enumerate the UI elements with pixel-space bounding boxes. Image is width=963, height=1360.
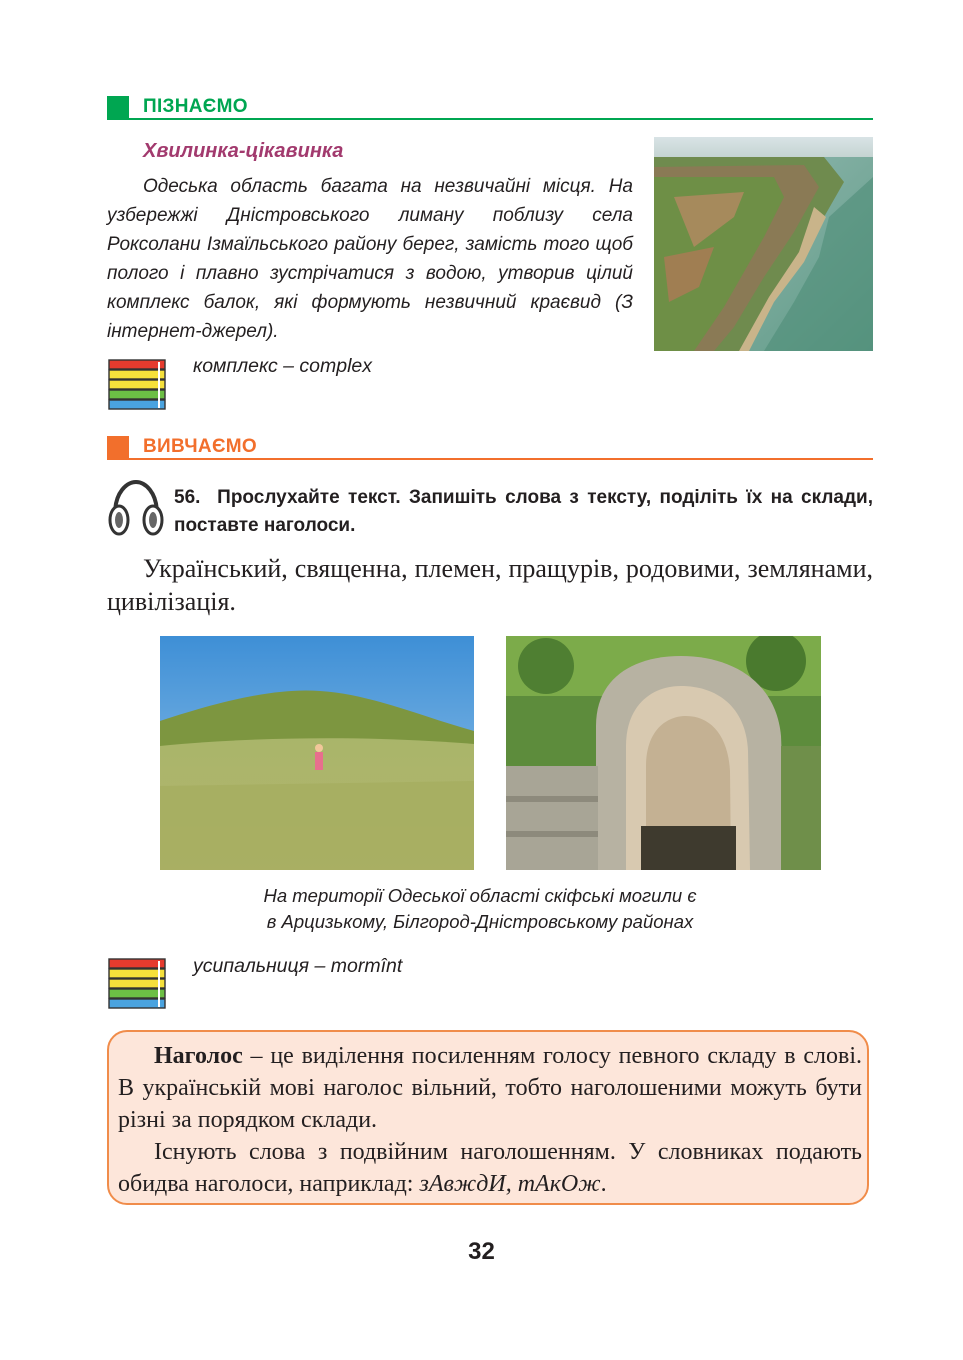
rule-box (107, 1030, 869, 1205)
tomb-illustration (506, 636, 821, 870)
rule-end: . (600, 1171, 607, 1197)
caption-line-2: в Арцизькому, Білгород-Дністровському районах (266, 911, 694, 932)
task-instruction (174, 484, 873, 540)
fact-text: Одеська область багата на незвичайні місця. На узбережжі Дністровського лиману поблизу села Роксолани Ізмаїльського району берег, замість того щоб полого і плавно зустрічатися з водою, утворив цілий комплекс балок, які формують незвичний краєвид (З інтернет-джерел). (107, 176, 633, 342)
task-56 (107, 478, 873, 538)
task-number: 56. (174, 487, 201, 508)
rule-paragraph-1 (118, 1040, 862, 1136)
fact-title: Хвилинка-цікавинка (143, 140, 344, 162)
word-list: Український, священна, племен, пращурів, родовими, землянами, цивілізація. (107, 554, 873, 616)
rule-term: Наголос (154, 1043, 243, 1069)
rule-definition: – це виділення посиленням голосу певного складу в слові. В українській мові наголос вільний, тобто наголошеними можуть бути різні за порядком склади. (118, 1043, 862, 1133)
rule-examples: зАвждИ, тАкОж (419, 1171, 601, 1197)
books-icon (107, 957, 169, 1011)
section-header-learn (107, 90, 873, 120)
coastline-photo (654, 137, 873, 351)
section-header-study (107, 430, 873, 460)
vocab-item: усипальниця – mormînt (193, 955, 403, 977)
rule-paragraph-2 (118, 1136, 862, 1200)
page-number: 32 (468, 1238, 495, 1265)
rule-text: Існують слова з подвійним наголошенням. У словниках подають обидва наголоси, наприклад: (118, 1139, 862, 1197)
section-title: ПІЗНАЄМО (143, 96, 248, 117)
steppe-mound-photo (160, 636, 474, 870)
caption-line-1: На території Одеської області скіфські могили є (263, 885, 697, 906)
section-divider (107, 458, 873, 460)
vocab-item: комплекс – complex (193, 355, 373, 377)
task-text: Прослухайте текст. Запишіть слова з тексту, поділіть їх на склади, поставте наголоси. (174, 487, 873, 536)
section-divider (107, 118, 873, 120)
coastline-illustration (654, 137, 873, 351)
headphones-icon (107, 478, 165, 538)
section-marker (107, 96, 129, 118)
section-title: ВИВЧАЄМО (143, 436, 257, 457)
books-icon (107, 358, 169, 412)
stone-tomb-photo (506, 636, 821, 870)
section-marker (107, 436, 129, 458)
mound-illustration (160, 636, 474, 870)
photo-caption (200, 883, 760, 935)
